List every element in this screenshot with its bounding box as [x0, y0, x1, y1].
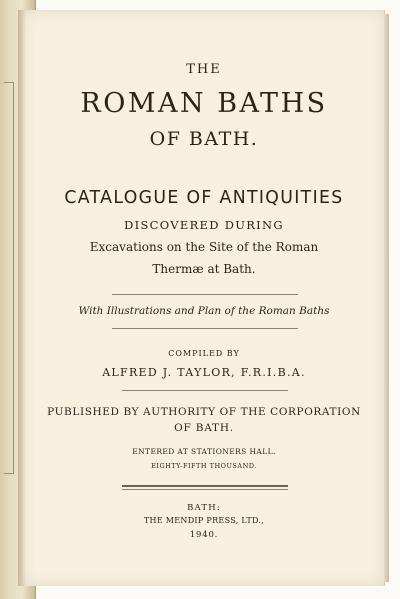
double-rule-bottom [122, 489, 288, 490]
subtitle-discovered: DISCOVERED DURING [124, 218, 284, 232]
subtitle-catalogue: CATALOGUE OF ANTIQUITIES [64, 187, 344, 208]
divider-rule [122, 390, 288, 391]
imprint-press: THE MENDIP PRESS, LTD., [143, 516, 265, 525]
imprint-place: BATH: [187, 503, 221, 513]
author-name: ALFRED J. TAYLOR, F.R.I.B.A. [102, 366, 306, 379]
double-rule-top [122, 485, 288, 487]
stationers-hall-note: ENTERED AT STATIONERS HALL. [132, 447, 276, 456]
imprint-year: 1940. [189, 530, 219, 540]
divider-rule [112, 328, 298, 329]
divider-rule [112, 294, 298, 295]
publisher-line-2: OF BATH. [174, 422, 234, 434]
main-title-of-bath: OF BATH. [149, 128, 259, 150]
binding-strip [4, 82, 14, 474]
subtitle-excavations-2: Thermæ at Bath. [152, 262, 256, 276]
subtitle-excavations-1: Excavations on the Site of the Roman [89, 240, 319, 254]
edition-note: EIGHTY-FIFTH THOUSAND. [151, 462, 257, 470]
compiled-by-label: COMPILED BY [168, 349, 240, 358]
title-the: THE [186, 62, 222, 77]
page-stack-edge [384, 14, 389, 582]
publisher-line-1: PUBLISHED BY AUTHORITY OF THE CORPORATION [47, 406, 361, 418]
illustrations-note: With Illustrations and Plan of the Roman Baths [78, 305, 330, 317]
main-title: ROMAN BATHS [80, 88, 328, 119]
